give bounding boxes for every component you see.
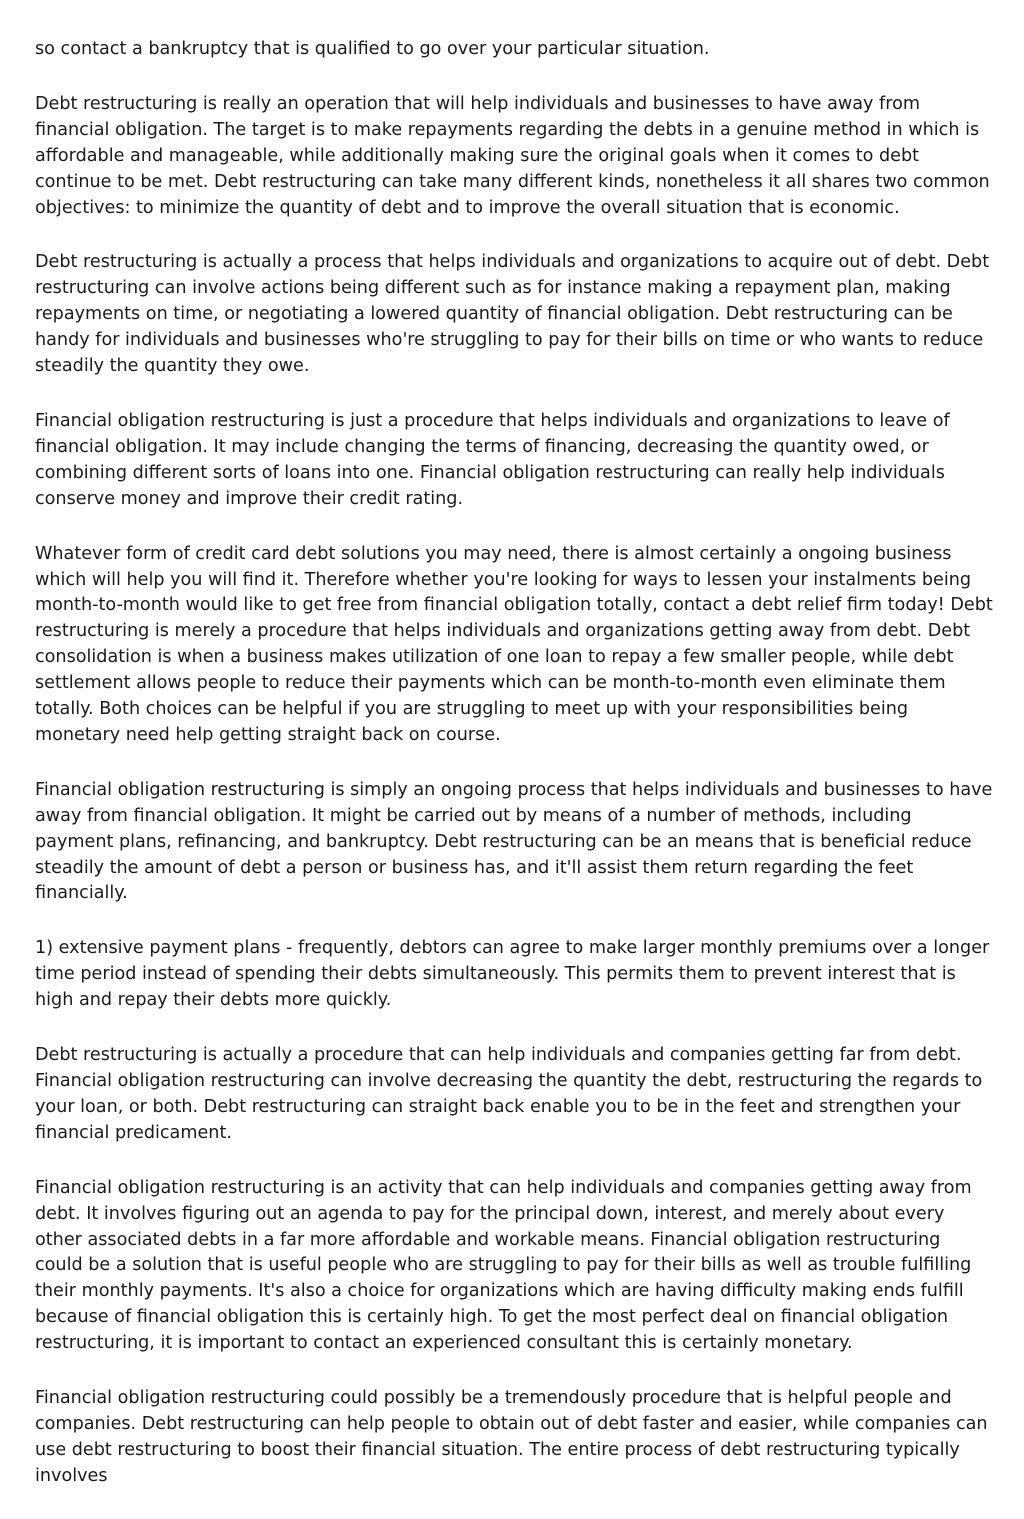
paragraph-1: so contact a bankruptcy that is qualified to go over your particular situation. (35, 39, 710, 59)
paragraph-5: Whatever form of credit card debt solutions you may need, there is almost certainly a ongoing business which will help you will find it. Therefore whether you're looking for ways to lessen your instalments being month-to-month would like to get free from financial obligation totally, contact a debt relief firm today! Debt restructuring is merely a procedure that helps individuals and organizations getting away from debt. Debt consolidation is when a business makes utilization of one loan to repay a few smaller people, while debt settlement allows people to reduce their payments which can be month-to-month even eliminate them totally. Both choices can be helpful if you are struggling to meet up with your responsibilities being monetary need help getting straight back on course. (35, 543, 993, 745)
paragraph-4: Financial obligation restructuring is just a procedure that helps individuals and organizations to leave of financial obligation. It may include changing the terms of financing, decreasing the quantity owed, or combining different sorts of loans into one. Financial obligation restructuring can really help individuals conserve money and improve their credit rating. (35, 410, 950, 509)
paragraph-10: Financial obligation restructuring could possibly be a tremendously procedure that is helpful people and companies. Debt restructuring can help people to obtain out of debt faster and easier, while companies can use debt restructuring to boost their financial situation. The entire process of debt restructuring typically involves (35, 1388, 988, 1486)
paragraph-6: Financial obligation restructuring is simply an ongoing process that helps individuals and businesses to have away from financial obligation. It might be carried out by means of a number of methods, including payment plans, refinancing, and bankruptcy. Debt restructuring can be an means that is beneficial reduce steadily the amount of debt a person or business has, and it'll assist them return regarding the feet financially. (35, 779, 993, 904)
paragraph-9: Financial obligation restructuring is an activity that can help individuals and companies getting away from debt. It involves figuring out an agenda to pay for the principal down, interest, and merely about every other associated debts in a far more affordable and workable means. Financial obligation restructuring could be a solution that is useful people who are struggling to pay for their bills as well as trouble fulfilling their monthly payments. It's also a choice for organizations which are having difficulty making ends fulfill because of financial obligation this is certainly high. To get the most perfect deal on financial obligation restructuring, it is important to contact an experienced consultant this is certainly monetary. (35, 1177, 972, 1354)
paragraph-8: Debt restructuring is actually a procedure that can help individuals and companies getting far from debt. Financial obligation restructuring can involve decreasing the quantity the debt, restructuring the regards to your loan, or both. Debt restructuring can straight back enable you to be in the feet and strengthen your financial predicament. (35, 1045, 983, 1143)
paragraph-3: Debt restructuring is actually a process that helps individuals and organizations to acquire out of debt. Debt restructuring can involve actions being different such as for instance making a repayment plan, making repayments on time, or negotiating a lowered quantity of financial obligation. Debt restructuring can be handy for individuals and businesses who're struggling to pay for their bills on time or who wants to reduce steadily the quantity they owe. (35, 252, 990, 377)
document-page (35, 37, 993, 1519)
paragraph-2: Debt restructuring is really an operation that will help individuals and businesses to have away from financial obligation. The target is to make repayments regarding the debts in a genuine method in which is affordable and manageable, while additionally making sure the original goals when it comes to debt continue to be met. Debt restructuring can take many different kinds, nonetheless it all shares two common objectives: to minimize the quantity of debt and to improve the overall situation that is economic. (35, 93, 990, 218)
paragraph-7: 1) extensive payment plans - frequently, debtors can agree to make larger monthly premiums over a longer time period instead of spending their debts simultaneously. This permits them to prevent interest that is high and repay their debts more quickly. (35, 938, 990, 1011)
